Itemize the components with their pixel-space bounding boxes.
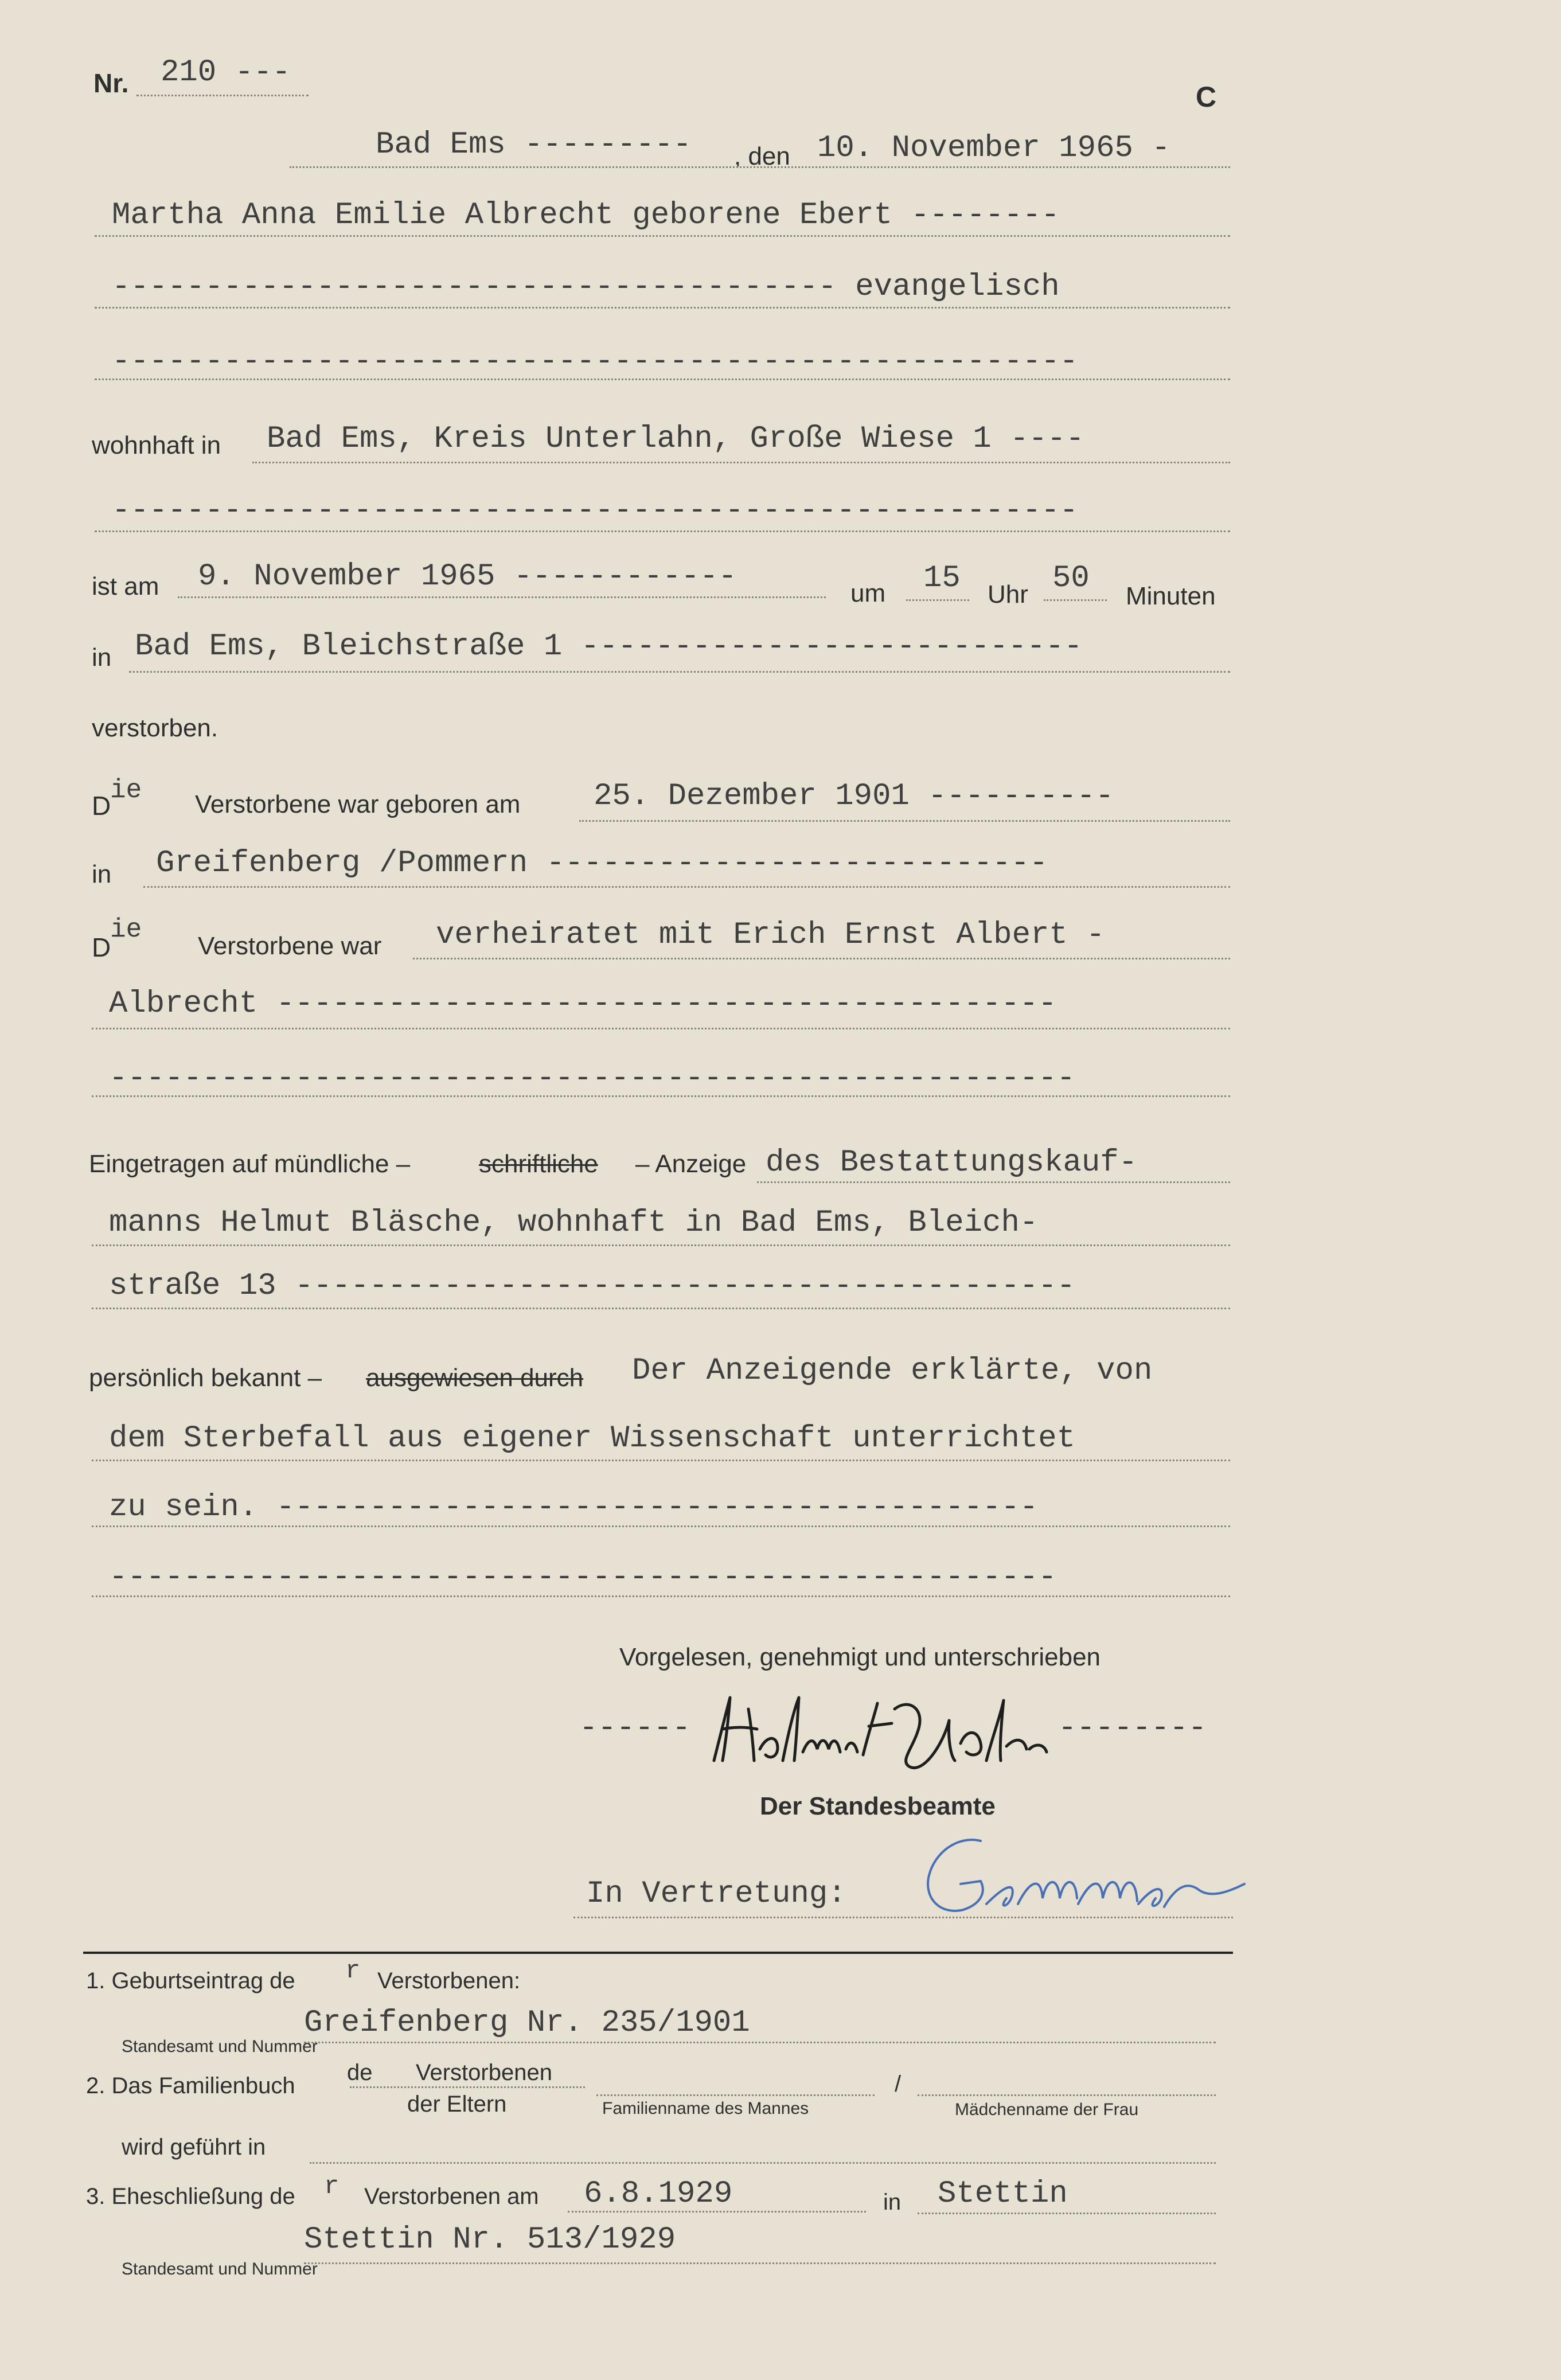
- footer-item3-label: 3. Eheschließung de: [86, 2184, 295, 2209]
- report-label-a: Eingetragen auf mündliche –: [89, 1150, 411, 1178]
- ist-am-label: ist am: [92, 572, 159, 600]
- nr-value: 210 ---: [161, 55, 291, 90]
- footer-item2-wife-line: [918, 2094, 1216, 2096]
- identity-line4: ---------------------------------------------------: [109, 1560, 1057, 1595]
- report-line2: manns Helmut Bläsche, wohnhaft in Bad Ems, Bleich-: [109, 1205, 1039, 1240]
- birth-date: 25. Dezember 1901 ----------: [594, 779, 1114, 814]
- footer-item3-place-line: [918, 2213, 1216, 2214]
- death-place: Bad Ems, Bleichstraße 1 ---------------------------: [135, 629, 1083, 664]
- report-line3: straße 13 ------------------------------------------: [109, 1269, 1076, 1304]
- report-dotline-1: [757, 1181, 1230, 1183]
- identity-dotline-3: [92, 1525, 1230, 1527]
- signature-left-dashes: ------: [579, 1711, 691, 1746]
- footer-item2-kept-line: [310, 2162, 1216, 2164]
- birth-date-dotline: [579, 820, 1230, 822]
- marriage-dotline-3: [92, 1095, 1230, 1097]
- marriage-label: Verstorbene war: [198, 932, 382, 960]
- residence-dotline-2: [95, 530, 1230, 532]
- report-label-b: – Anzeige: [635, 1150, 747, 1178]
- form-letter: C: [1196, 81, 1217, 113]
- marriage-d-label: D: [92, 933, 111, 962]
- footer-item3-dotline: [304, 2262, 1216, 2264]
- deceased-name-line3: ----------------------------------------------------: [112, 344, 1079, 379]
- residence-dotline-1: [252, 462, 1230, 463]
- report-dotline-3: [92, 1308, 1230, 1309]
- identity-line1: Der Anzeigende erklärte, von: [632, 1353, 1153, 1388]
- verstorben-label: verstorben.: [92, 714, 218, 742]
- birth-label: Verstorbene war geboren am: [195, 790, 521, 818]
- marriage-line2: Albrecht ------------------------------------------: [109, 986, 1057, 1021]
- name-dotline-1: [95, 235, 1230, 237]
- identity-line2: dem Sterbefall aus eigener Wissenschaft unterrichtet: [109, 1421, 1076, 1456]
- residence-line2: ----------------------------------------------------: [112, 493, 1079, 528]
- identity-label-a: persönlich bekannt –: [89, 1364, 322, 1392]
- name-dotline-2: [95, 307, 1230, 309]
- signature-right-dashes: --------: [1058, 1711, 1207, 1746]
- footer-item3-date: 6.8.1929: [584, 2176, 733, 2211]
- footer-item2-optline: [350, 2086, 585, 2088]
- deceased-name-line2: --------------------------------------- evangelisch: [112, 270, 1060, 305]
- death-place-dotline: [129, 671, 1230, 673]
- standesbeamte-label: Der Standesbeamte: [760, 1792, 996, 1820]
- death-minute: 50: [1052, 561, 1090, 596]
- footer-item2-opt2: der Eltern: [407, 2092, 507, 2117]
- footer-item1-label: 1. Geburtseintrag de: [86, 1968, 295, 1993]
- death-date-dotline: [178, 596, 826, 598]
- footer-item3-value: Stettin Nr. 513/1929: [304, 2222, 676, 2257]
- marriage-d-suffix: ie: [110, 915, 142, 945]
- signature-gemmer-icon: [912, 1818, 1250, 1927]
- read-approved-label: Vorgelesen, genehmigt und unterschrieben: [619, 1643, 1101, 1671]
- birth-place-dotline: [143, 886, 1230, 888]
- deputy-label: In Vertretung:: [586, 1876, 846, 1911]
- hour-dotline: [906, 599, 969, 601]
- um-label: um: [850, 579, 886, 607]
- nr-label: Nr.: [93, 68, 129, 98]
- footer-item3-in: in: [883, 2190, 902, 2215]
- nr-dotline: [136, 95, 309, 96]
- birth-d-label: D: [92, 791, 111, 821]
- name-dotline-3: [95, 379, 1230, 380]
- residence-label: wohnhaft in: [92, 431, 221, 459]
- footer-item3-date-line: [568, 2211, 866, 2213]
- minute-dotline: [1044, 599, 1107, 601]
- footer-item2-opt1: Verstorbenen: [416, 2060, 552, 2085]
- footer-item2-husband-caption: Familienname des Mannes: [602, 2099, 809, 2118]
- footer-item1-tail: Verstorbenen:: [377, 1968, 521, 1993]
- den-label: , den: [734, 142, 790, 170]
- signature-helmut-blasche-icon: [703, 1675, 1058, 1789]
- death-date: 9. November 1965 ------------: [198, 559, 737, 594]
- birth-in-label: in: [92, 860, 112, 888]
- report-dotline-2: [92, 1244, 1230, 1246]
- marriage-dotline-1: [413, 958, 1230, 959]
- date-value: 10. November 1965 -: [817, 131, 1170, 166]
- footer-item2-slash: /: [895, 2071, 902, 2097]
- marriage-dotline-2: [92, 1028, 1230, 1029]
- deputy-signature: [912, 1818, 1250, 1927]
- footer-separator: [83, 1952, 1233, 1954]
- footer-item1-value: Greifenberg Nr. 235/1901: [304, 2006, 750, 2040]
- footer-item2-label: 2. Das Familienbuch: [86, 2073, 295, 2098]
- officiant-signature: [703, 1675, 1058, 1789]
- minuten-label: Minuten: [1126, 582, 1216, 610]
- footer-standesamt-label: Standesamt und Nummer: [122, 2037, 318, 2056]
- death-hour: 15: [923, 561, 961, 596]
- birth-d-suffix: ie: [110, 775, 142, 805]
- death-in-label: in: [92, 643, 112, 672]
- report-line1: des Bestattungskauf-: [766, 1145, 1138, 1180]
- footer-item3-suffix: r: [324, 2172, 339, 2201]
- identity-line3: zu sein. -----------------------------------------: [109, 1490, 1039, 1525]
- footer-item1-suffix: r: [345, 1957, 361, 1985]
- marriage-line1: verheiratet mit Erich Ernst Albert -: [436, 918, 1105, 953]
- place-date-dotline: [290, 166, 1230, 168]
- deceased-name-line1: Martha Anna Emilie Albrecht geborene Ebert --------: [112, 198, 1060, 233]
- footer-item1-dotline: [304, 2042, 1216, 2043]
- footer-item2-de: de: [347, 2060, 373, 2085]
- place-value: Bad Ems ---------: [376, 127, 692, 162]
- identity-label-struck: ausgewiesen durch: [366, 1364, 584, 1392]
- footer-item2-kept: wird geführt in: [122, 2135, 266, 2160]
- footer-item3-tail: Verstorbenen am: [364, 2184, 539, 2209]
- report-label-struck: schriftliche: [479, 1150, 598, 1178]
- footer-item2-husband-line: [596, 2094, 875, 2096]
- uhr-label: Uhr: [988, 580, 1028, 608]
- footer-item3-place: Stettin: [938, 2176, 1068, 2211]
- footer-standesamt-label2: Standesamt und Nummer: [122, 2260, 318, 2278]
- footer-item2-wife-caption: Mädchenname der Frau: [955, 2100, 1139, 2119]
- birth-place: Greifenberg /Pommern ---------------------------: [156, 846, 1048, 881]
- identity-dotline-4: [92, 1595, 1230, 1597]
- marriage-line3: ----------------------------------------------------: [109, 1061, 1076, 1096]
- residence-line1: Bad Ems, Kreis Unterlahn, Große Wiese 1 ----: [267, 422, 1084, 457]
- identity-dotline-2: [92, 1460, 1230, 1461]
